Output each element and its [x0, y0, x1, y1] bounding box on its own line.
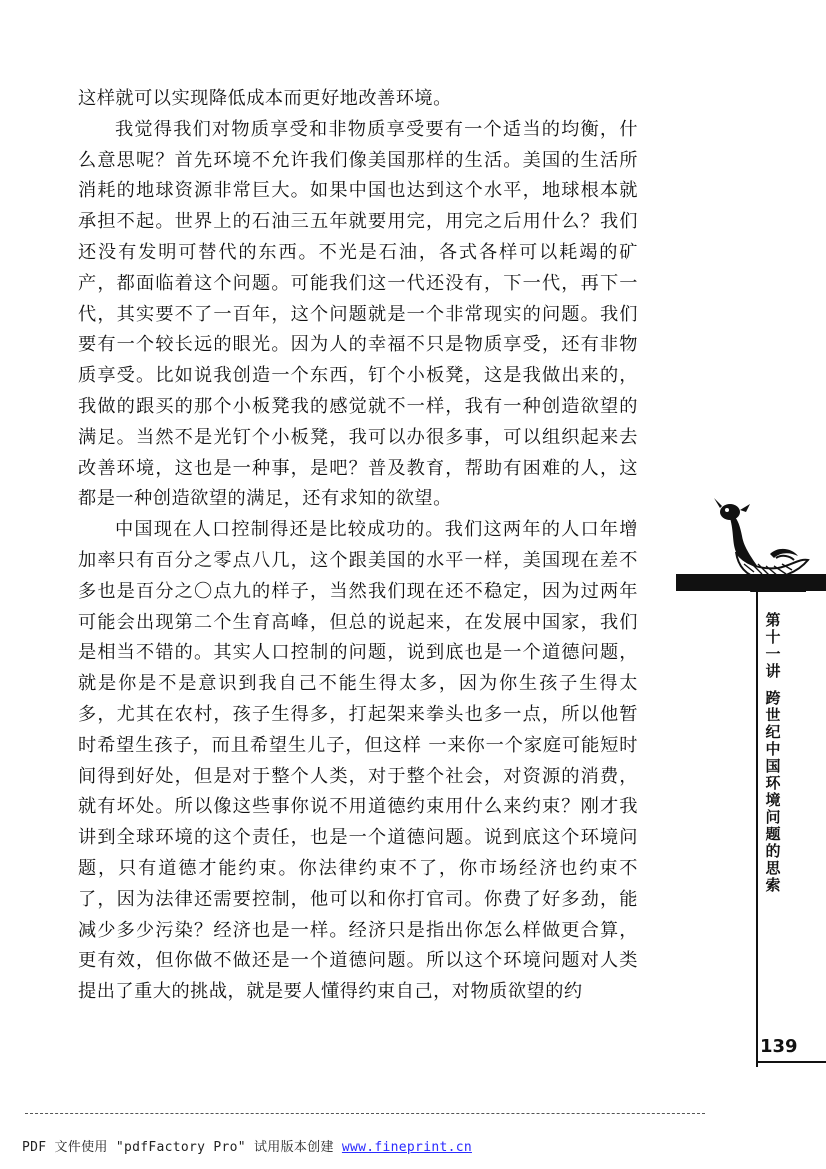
paragraph-1: 这样就可以实现降低成本而更好地改善环境。: [78, 88, 452, 109]
chapter-title: 跨世纪中国环境问题的思索: [765, 689, 781, 894]
side-divider-line: [756, 592, 758, 1067]
footer-text: PDF 文件使用 "pdfFactory Pro" 试用版本创建: [22, 1140, 342, 1155]
main-text-block: [78, 84, 638, 1008]
footer-link[interactable]: www.fineprint.cn: [341, 1140, 472, 1155]
chapter-band: [676, 574, 826, 591]
page-number: 139: [760, 1036, 798, 1057]
running-head-vertical: [762, 612, 784, 894]
paragraph-3: 中国现在人口控制得还是比较成功的。我们这两年的人口年增加率只有百分之零点八几，这个跟美国的水平一样，美国现在差不多也是百分之〇点九的样子，当然我们现在还不稳定，因为过两年可能会出现第二个生育高峰，但总的说起来，在发展中国家，我们是相当不错的。其实人口控制的问题，说到底也是一个道德问题，就是你是不是意识到我自己不能生得太多，因为你生孩子生得太多，尤其在农村，孩子生得多，打起架来拳头也多一点，所以他暂时希望生孩子，而且希望生儿子，但这样 一来你一个家庭可能短时间得到好处，但是对于整个人类，对于整个社会，对资源的消费，就有坏处。所以像这些事你说不用道德约束用什么来约束？刚才我讲到全球环境的这个责任，也是一个道德问题。说到底这个环境问题，只有道德才能约束。你法律约束不了，你市场经济也约束不了，因为法律还需要控制，他可以和你打官司。你费了好多劲，能减少多少污染？经济也是一样。经济只是指出你怎么样做更合算，更有效，但你做不做还是一个道德问题。所以这个环境问题对人类提出了重大的挑战，就是要人懂得约束自己，对物质欲望的约: [78, 519, 638, 1003]
footer-divider: [25, 1113, 705, 1114]
page-number-underline: [756, 1061, 826, 1063]
chapter-label: 第十一讲: [765, 611, 781, 680]
pdf-footer: [22, 1136, 472, 1155]
paragraph-2: 我觉得我们对物质享受和非物质享受要有一个适当的均衡，什么意思呢？首先环境不允许我们像美国那样的生活。美国的生活所消耗的地球资源非常巨大。如果中国也达到这个水平，地球根本就承担不起。世界上的石油三五年就要用完，用完之后用什么？我们还没有发明可替代的东西。不光是石油，各式各样可以耗竭的矿产，都面临着这个问题。可能我们这一代还没有，下一代，再下一代，其实要不了一百年，这个问题就是一个非常现实的问题。我们要有一个较长远的眼光。因为人的幸福不只是物质享受，还有非物质享受。比如说我创造一个东西，钉个小板凳，这是我做出来的，我做的跟买的那个小板凳我的感觉就不一样，我有一种创造欲望的满足。当然不是光钉个小板凳，我可以办很多事，可以组织起来去改善环境，这也是一种事，是吧？普及教育，帮助有困难的人，这都是一种创造欲望的满足，还有求知的欲望。: [78, 118, 638, 510]
